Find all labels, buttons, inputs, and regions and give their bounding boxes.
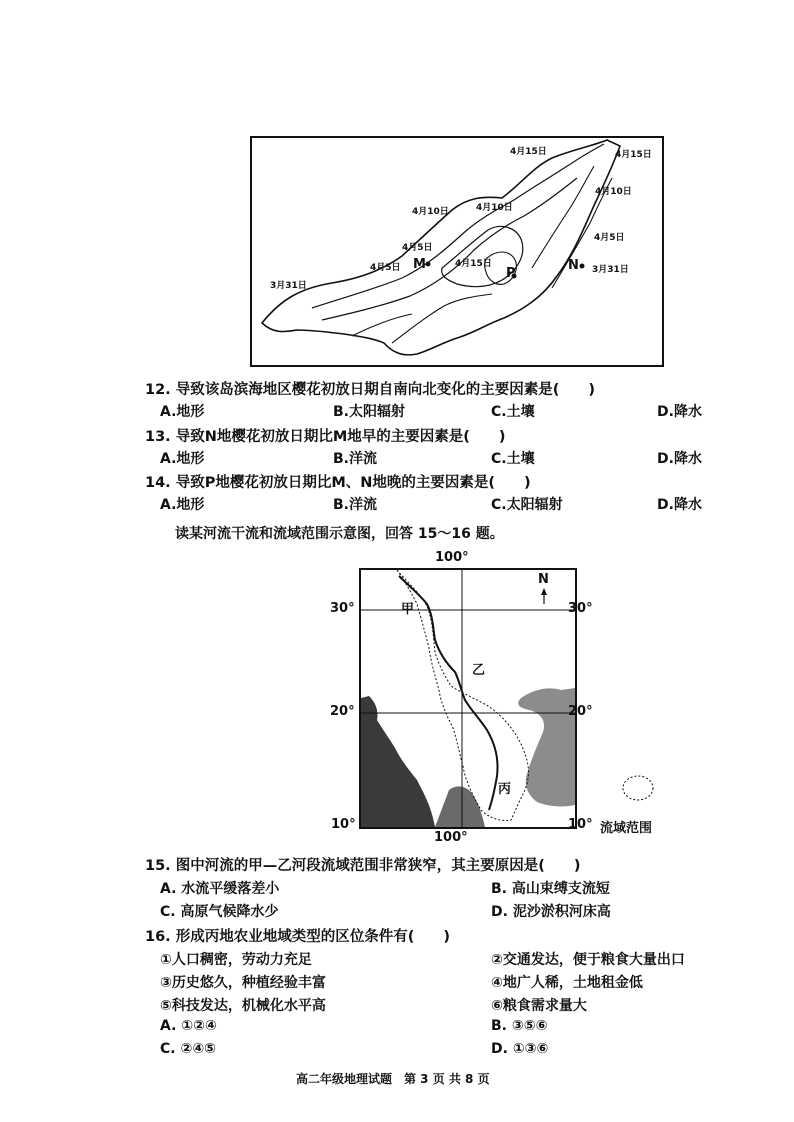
isoline-label: 4月5日 (594, 233, 625, 243)
isoline-label: 4月15日 (510, 147, 547, 157)
q14-option-b[interactable]: B.洋流 (333, 497, 377, 513)
question-16: 16. 形成丙地农业地域类型的区位条件有( ) (145, 929, 450, 945)
q14-option-d[interactable]: D.降水 (657, 497, 702, 513)
river-basin-map (359, 568, 577, 829)
island-outline (252, 138, 662, 365)
section-intro: 读某河流干流和流域范围示意图，回答 15～16 题。 (175, 526, 504, 542)
isoline-label: 4月15日 (615, 150, 652, 160)
question-15: 15. 图中河流的甲—乙河段流域范围非常狭窄，其主要原因是( ) (145, 858, 581, 874)
lon-label-top: 100° (435, 550, 469, 565)
page-footer: 高二年级地理试题 第 3 页 共 8 页 (296, 1072, 490, 1086)
lat-label-10-left: 10° (331, 817, 356, 832)
isoline-label: 3月31日 (592, 265, 629, 275)
q16-condition-1: ①人口稠密，劳动力充足 (160, 952, 312, 968)
lon-label-bottom: 100° (434, 830, 468, 845)
q16-option-a[interactable]: A. ①②④ (160, 1018, 217, 1034)
q13-option-c[interactable]: C.土壤 (491, 451, 535, 467)
q14-option-a[interactable]: A.地形 (160, 497, 205, 513)
q14-option-c[interactable]: C.太阳辐射 (491, 497, 563, 513)
lat-label-20-left: 20° (330, 704, 355, 719)
north-indicator: N (538, 572, 549, 587)
q13-option-a[interactable]: A.地形 (160, 451, 205, 467)
isoline-label: 4月10日 (476, 203, 513, 213)
q13-option-b[interactable]: B.洋流 (333, 451, 377, 467)
q16-condition-4: ④地广人稀，土地租金低 (491, 975, 643, 991)
place-jia: 甲 (401, 602, 415, 617)
q13-option-d[interactable]: D.降水 (657, 451, 702, 467)
q16-condition-6: ⑥粮食需求量大 (491, 998, 587, 1014)
label-p: P (506, 266, 516, 281)
q15-option-d[interactable]: D. 泥沙淤积河床高 (491, 904, 611, 920)
q16-option-d[interactable]: D. ①③⑥ (491, 1041, 549, 1057)
lat-label-10-right: 10° (568, 817, 593, 832)
place-bing: 丙 (498, 782, 512, 797)
q12-option-d[interactable]: D.降水 (657, 404, 702, 420)
question-13: 13. 导致N地樱花初放日期比M地早的主要因素是( ) (145, 429, 506, 445)
q16-condition-3: ③历史悠久，种植经验丰富 (160, 975, 326, 991)
q12-option-b[interactable]: B.太阳辐射 (333, 404, 405, 420)
question-14: 14. 导致P地樱花初放日期比M、N地晚的主要因素是( ) (145, 475, 531, 491)
isoline-label: 4月10日 (595, 187, 632, 197)
q12-option-a[interactable]: A.地形 (160, 404, 205, 420)
label-n: N (568, 258, 579, 273)
lat-label-30-right: 30° (568, 601, 593, 616)
basin-legend-symbol (620, 770, 658, 806)
isoline-label: 4月5日 (370, 263, 401, 273)
isoline-label: 4月5日 (402, 243, 433, 253)
q16-option-b[interactable]: B. ③⑤⑥ (491, 1018, 548, 1034)
basin-drawing (361, 570, 575, 827)
point-m (426, 262, 431, 267)
q16-condition-5: ⑤科技发达，机械化水平高 (160, 998, 326, 1014)
isoline-label: 4月15日 (455, 259, 492, 269)
place-yi: 乙 (472, 663, 486, 678)
legend-label: 流域范围 (600, 821, 653, 836)
cherry-blossom-map (250, 136, 664, 367)
lat-label-30-left: 30° (330, 601, 355, 616)
q12-option-c[interactable]: C.土壤 (491, 404, 535, 420)
question-12: 12. 导致该岛滨海地区樱花初放日期自南向北变化的主要因素是( ) (145, 382, 595, 398)
lat-label-20-right: 20° (568, 704, 593, 719)
q16-option-c[interactable]: C. ②④⑤ (160, 1041, 217, 1057)
q16-condition-2: ②交通发达，便于粮食大量出口 (491, 952, 685, 968)
isoline-label: 4月10日 (412, 207, 449, 217)
point-n (580, 264, 585, 269)
label-m: M (413, 257, 426, 272)
isoline-label: 3月31日 (270, 281, 307, 291)
q15-option-b[interactable]: B. 高山束缚支流短 (491, 881, 610, 897)
q15-option-a[interactable]: A. 水流平缓落差小 (160, 881, 280, 897)
q15-option-c[interactable]: C. 高原气候降水少 (160, 904, 279, 920)
